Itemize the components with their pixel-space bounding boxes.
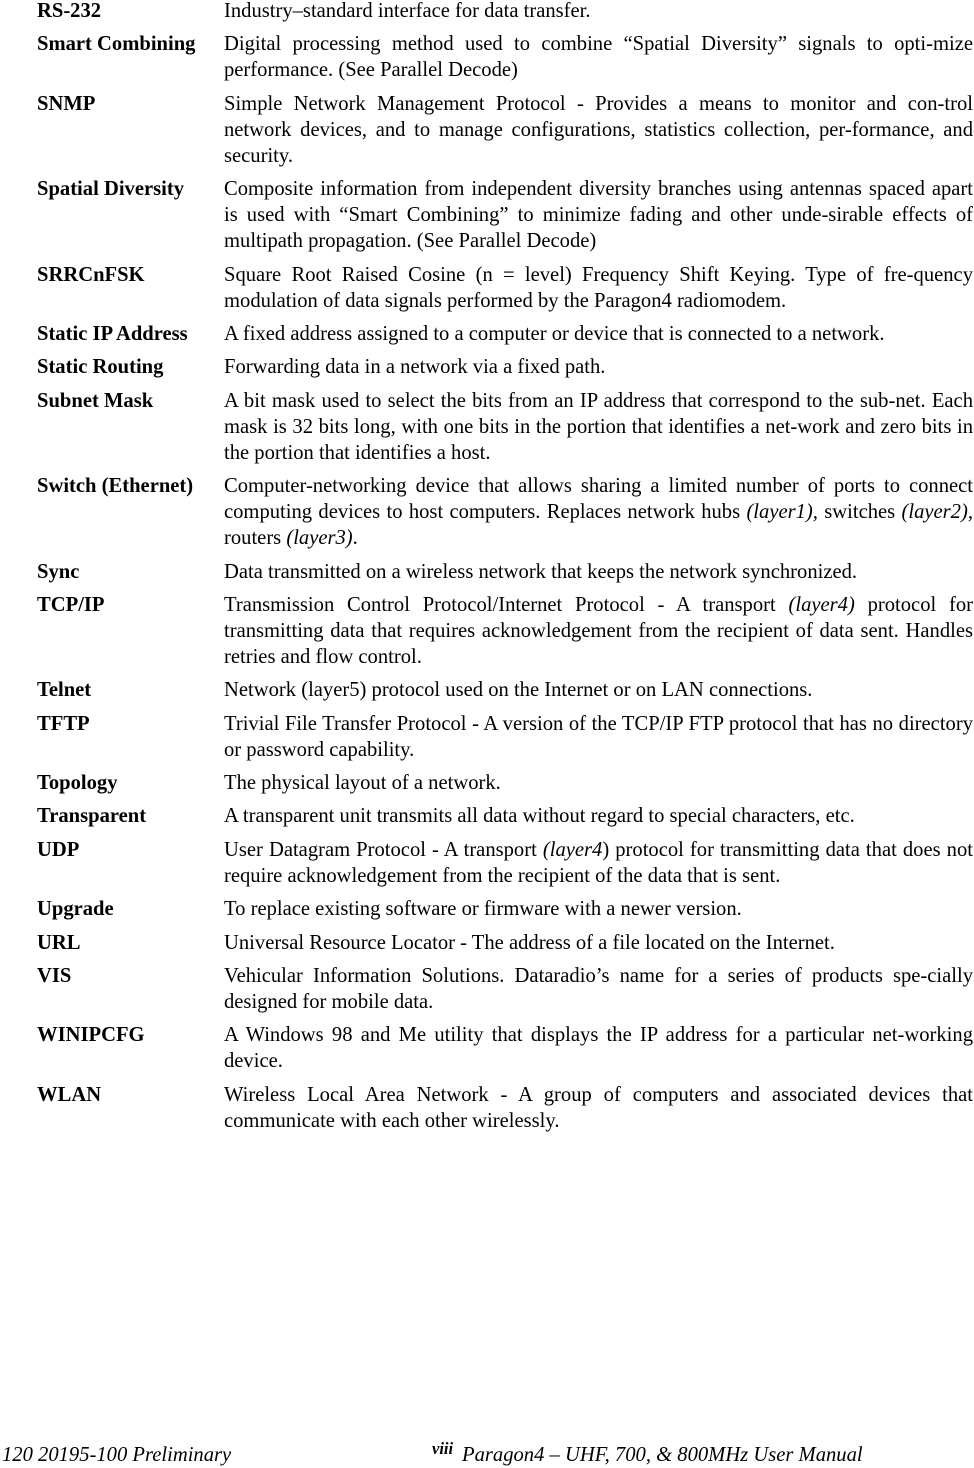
glossary-term: VIS [37,965,72,988]
glossary-entry [37,262,973,314]
glossary-term: Sync [37,560,80,583]
glossary-term: Spatial Diversity [37,178,185,201]
glossary-term: Topology [37,772,118,795]
glossary-definition: Square Root Raised Cosine (n = level) Frequency Shift Keying. Type of fre-quency modulation of data signals performed by the Paragon4 radiomodem. [224,263,973,312]
glossary-entry [37,473,973,551]
glossary-definition: Forwarding data in a network via a fixed path. [224,356,606,379]
glossary-entry [37,176,973,254]
glossary-entry [37,711,973,763]
glossary-definition: Vehicular Information Solutions. Dataradio’s name for a series of products spe-cially designed for mobile data. [224,965,973,1014]
glossary-term: TCP/IP [37,593,105,616]
glossary-term: Telnet [37,679,92,702]
glossary-entry [37,837,973,889]
glossary-definition: To replace existing software or firmware with a newer version. [224,898,742,921]
glossary-term: Smart Combining [37,33,196,56]
glossary-entry [37,354,973,380]
glossary-entry [37,1022,973,1074]
glossary-definition: Network (layer5) protocol used on the Internet or on LAN connections. [224,679,813,702]
glossary-term: Subnet Mask [37,389,154,412]
glossary-entry [37,1082,973,1134]
glossary-term: Upgrade [37,898,114,921]
glossary-term: TFTP [37,712,90,735]
glossary-definition: Simple Network Management Protocol - Provides a means to monitor and con-trol network devices, and to manage configurations, statistics collection, per-formance, and security. [224,92,973,167]
glossary-definition: Wireless Local Area Network - A group of computers and associated devices that communicate with each other wirelessly. [224,1083,973,1132]
glossary-definition: Transmission Control Protocol/Internet Protocol - A transport (layer4) protocol for transmitting data that requires acknowledgement from the recipient of data sent. Handles retries and flow control. [224,593,973,668]
glossary-term: SRRCnFSK [37,263,145,286]
glossary-term: Static IP Address [37,322,188,345]
glossary-definition: A bit mask used to select the bits from an IP address that correspond to the sub-net. Each mask is 32 bits long, with one bits in the portion that identifies a net-work and zero bits in the portion that identifies a host. [224,389,973,464]
glossary-term: UDP [37,838,80,861]
glossary-entry [37,592,973,670]
glossary-entry [37,930,973,956]
glossary-term: Switch (Ethernet) [37,475,194,498]
glossary-term: WINIPCFG [37,1024,145,1047]
glossary-definition: Digital processing method used to combine “Spatial Diversity” signals to opti-mize performance. (See Parallel Decode) [224,33,973,82]
glossary-definition: Computer-networking device that allows sharing a limited number of ports to connect computing devices to host computers. Replaces network hubs (layer1), switches (layer2), routers (layer3). [224,475,973,550]
glossary-term: SNMP [37,92,96,115]
glossary-entry [37,677,973,703]
glossary-entry [37,770,973,796]
glossary-list [37,0,973,1141]
glossary-definition: A Windows 98 and Me utility that displays the IP address for a particular net-working device. [224,1024,973,1073]
glossary-definition: Industry–standard interface for data transfer. [224,0,591,22]
manual-title: Paragon4 – UHF, 700, & 800MHz User Manual [462,1444,863,1466]
glossary-definition: Composite information from independent diversity branches using antennas spaced apart is used with “Smart Combining” to minimize fading and other unde-sirable effects of multipath propagation. (See Parallel Decode) [224,178,973,253]
glossary-definition: Universal Resource Locator - The address of a file located on the Internet. [224,931,835,954]
glossary-term: RS-232 [37,0,102,22]
document-number: 120 20195-100 Preliminary [2,1444,232,1466]
page-footer [0,1440,974,1468]
glossary-definition: User Datagram Protocol - A transport (layer4) protocol for transmitting data that does not require acknowledgement from the recipient of the data that is sent. [224,838,973,887]
page-number: viii [432,1439,454,1458]
glossary-entry [37,963,973,1015]
glossary-definition: The physical layout of a network. [224,772,501,795]
glossary-entry [37,896,973,922]
glossary-entry [37,559,973,585]
glossary-entry [37,91,973,169]
glossary-entry [37,803,973,829]
glossary-term: URL [37,931,81,954]
glossary-entry [37,31,973,83]
glossary-term: Static Routing [37,356,164,379]
glossary-entry [37,321,973,347]
glossary-entry [37,0,973,24]
glossary-term: Transparent [37,805,147,828]
glossary-definition: A transparent unit transmits all data without regard to special characters, etc. [224,805,855,828]
glossary-term: WLAN [37,1083,102,1106]
glossary-definition: Data transmitted on a wireless network that keeps the network synchronized. [224,560,858,583]
glossary-definition: A fixed address assigned to a computer or device that is connected to a network. [224,322,885,345]
glossary-definition: Trivial File Transfer Protocol - A version of the TCP/IP FTP protocol that has no directory or password capability. [224,712,973,761]
glossary-entry [37,388,973,466]
